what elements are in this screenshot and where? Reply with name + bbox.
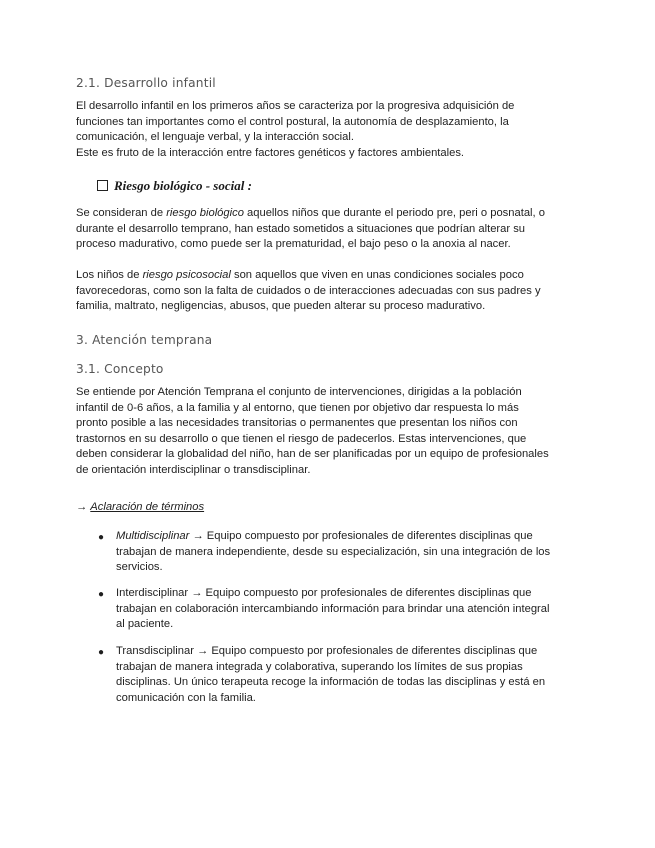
list-item-transdisciplinar	[116, 644, 586, 706]
paragraph-desarrollo-infantil	[76, 99, 584, 161]
bullet-icon: ●	[98, 589, 105, 600]
text-span: Se consideran de	[76, 207, 167, 219]
subheading-riesgo	[97, 178, 252, 194]
text-line: trastornos en su desarrollo o que tienen el riesgo de padecerlos. Estas intervenciones, que	[76, 432, 527, 445]
bullet-icon: ●	[98, 532, 105, 543]
text-line: disciplinas. Un único terapeuta recoge la información de todas las disciplinas y está en	[116, 676, 546, 689]
arrow-right-icon: →	[76, 501, 88, 513]
term-transdisciplinar: Transdisciplinar	[116, 645, 194, 657]
text-line: proceso madurativo, como puede ser la prematuridad, el bajo peso o la anoxia al nacer.	[76, 238, 511, 251]
subheading-riesgo-text: Riesgo biológico - social :	[114, 178, 252, 193]
text-span: Los niños de	[76, 269, 143, 281]
text-line: favorecedoras, como son la falta de cuidados o de interacciones adecuadas con sus padres y	[76, 284, 541, 297]
section-heading-2-1: 2.1. Desarrollo infantil	[76, 76, 216, 90]
text-span: → Equipo compuesto por profesionales de diferentes disciplinas que	[188, 587, 532, 599]
term-multidisciplinar: Multidisciplinar	[116, 530, 190, 542]
paragraph-riesgo-biologico	[76, 206, 584, 253]
text-line: trabajan de manera integrada y colaborativa, superando los límites de sus propias	[116, 660, 523, 673]
text-line: trabajan de manera independiente, desde su especialización, sin una integración de los	[116, 545, 551, 558]
term-riesgo-psicosocial: riesgo psicosocial	[142, 269, 231, 281]
section-heading-3-1: 3.1. Concepto	[76, 362, 164, 376]
term-riesgo-biologico: riesgo biológico	[166, 207, 244, 219]
text-line: infantil de 0-6 años, a la familia y al entorno, que tienen por objetivo dar respuesta lo más	[76, 401, 519, 414]
text-line: pronto posible a las necesidades transitorias o permanentes que presentan los niños con	[76, 417, 518, 430]
text-line: familia, maltrato, negligencias, abusos, que pueden alterar su proceso madurativo.	[76, 300, 486, 313]
text-line: servicios.	[116, 561, 163, 574]
text-span: → Equipo compuesto por profesionales de diferentes disciplinas que	[193, 645, 538, 657]
text-line: funciones tan importantes como el control postural, la autonomía de desplazamiento, la	[76, 115, 509, 128]
text-line: Se entiende por Atención Temprana el conjunto de intervenciones, dirigidas a la población	[76, 386, 522, 398]
text-span: aquellos niños que durante el periodo pre, peri o posnatal, o	[243, 207, 545, 219]
text-line: comunicación, el lenguaje verbal, y la interacción social.	[76, 131, 354, 144]
bullet-icon: ●	[98, 647, 105, 658]
text-line: trabajan en colaboración intercambiando información para brindar una atención integral	[116, 602, 550, 615]
list-item-multidisciplinar	[116, 529, 586, 576]
text-line: deben considerar la globalidad del niño, han de ser planificadas por un equipo de profesionales	[76, 448, 549, 461]
aclaracion-link[interactable]: Aclaración de términos	[90, 501, 205, 513]
text-span: → Equipo compuesto por profesionales de diferentes disciplinas que	[189, 530, 533, 542]
text-line: Este es fruto de la interacción entre factores genéticos y factores ambientales.	[76, 146, 465, 159]
text-line: al paciente.	[116, 618, 174, 631]
text-line: comunicación con la familia.	[116, 691, 256, 704]
paragraph-riesgo-psicosocial	[76, 268, 584, 315]
text-line: de orientación interdisciplinar o transdisciplinar.	[76, 463, 311, 476]
text-line: El desarrollo infantil en los primeros años se caracteriza por la progresiva adquisición de	[76, 100, 515, 112]
checkbox-square-icon	[97, 180, 108, 191]
text-span: son aquellos que viven en unas condiciones sociales poco	[230, 269, 524, 281]
term-interdisciplinar: Interdisciplinar	[116, 587, 189, 599]
list-item-interdisciplinar	[116, 586, 586, 633]
aclaracion-heading	[76, 501, 204, 513]
text-line: durante el desarrollo temprano, han estado sometidos a situaciones que podrían alterar su	[76, 222, 526, 235]
section-heading-3: 3. Atención temprana	[76, 333, 213, 347]
paragraph-concepto	[76, 385, 584, 479]
